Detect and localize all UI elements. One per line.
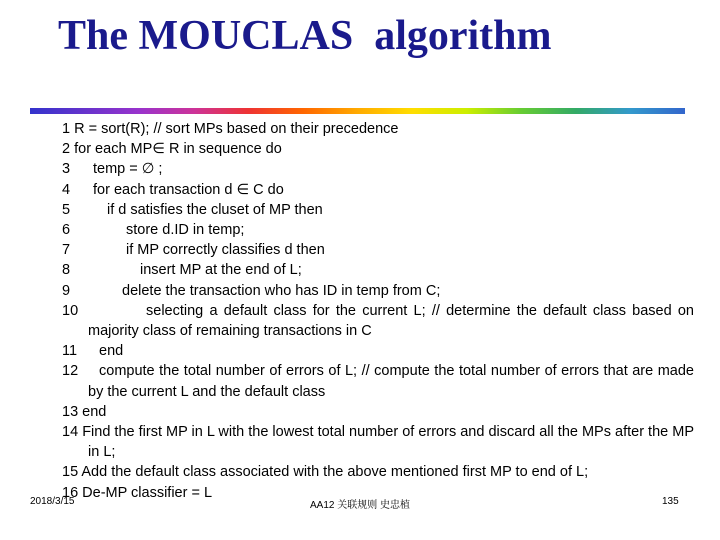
algo-line-1: 1 R = sort(R); // sort MPs based on their precedence	[62, 121, 399, 137]
page-number: 135	[662, 496, 679, 507]
algo-line-15: 15 Add the default class associated with the above mentioned first MP to end of L;	[62, 464, 589, 481]
algo-line-8: 8 insert MP at the end of L;	[62, 262, 302, 279]
algo-line-7: 7 if MP correctly classifies d then	[62, 242, 325, 259]
algo-line-13: 13 end	[62, 403, 107, 420]
algo-line-16: 16 De-MP classifier = L	[62, 484, 213, 501]
footer-date: 2018/3/15	[30, 496, 75, 507]
algorithm-listing	[62, 119, 694, 503]
algo-line-4: 4 for each transaction d ∈ C do	[62, 181, 284, 198]
slide-title: The MOUCLAS algorithm	[58, 13, 552, 59]
footer-center-text: AA12 关联规则 史忠植	[310, 500, 411, 511]
algo-line-12: 12 compute the total number of errors of L; // compute the total number of errors that are made by the current L and the default class	[62, 363, 694, 400]
algo-line-2: 2 for each MP∈ R in sequence do	[62, 141, 282, 158]
title-divider	[30, 108, 685, 114]
algo-line-3: 3 temp = ∅ ;	[62, 161, 163, 178]
algo-line-9: 9 delete the transaction who has ID in temp from C;	[62, 282, 441, 299]
algo-line-14: 14 Find the first MP in L with the lowest total number of errors and discard all the MPs after the MP in L;	[62, 424, 695, 461]
algo-line-6: 6 store d.ID in temp;	[62, 222, 245, 239]
algo-line-11: 11 end	[62, 343, 124, 360]
algo-line-5: 5 if d satisfies the cluset of MP then	[62, 201, 323, 218]
algo-line-10: 10 selecting a default class for the current L; // determine the default class based on majority class of remaining transactions in C	[62, 302, 694, 340]
